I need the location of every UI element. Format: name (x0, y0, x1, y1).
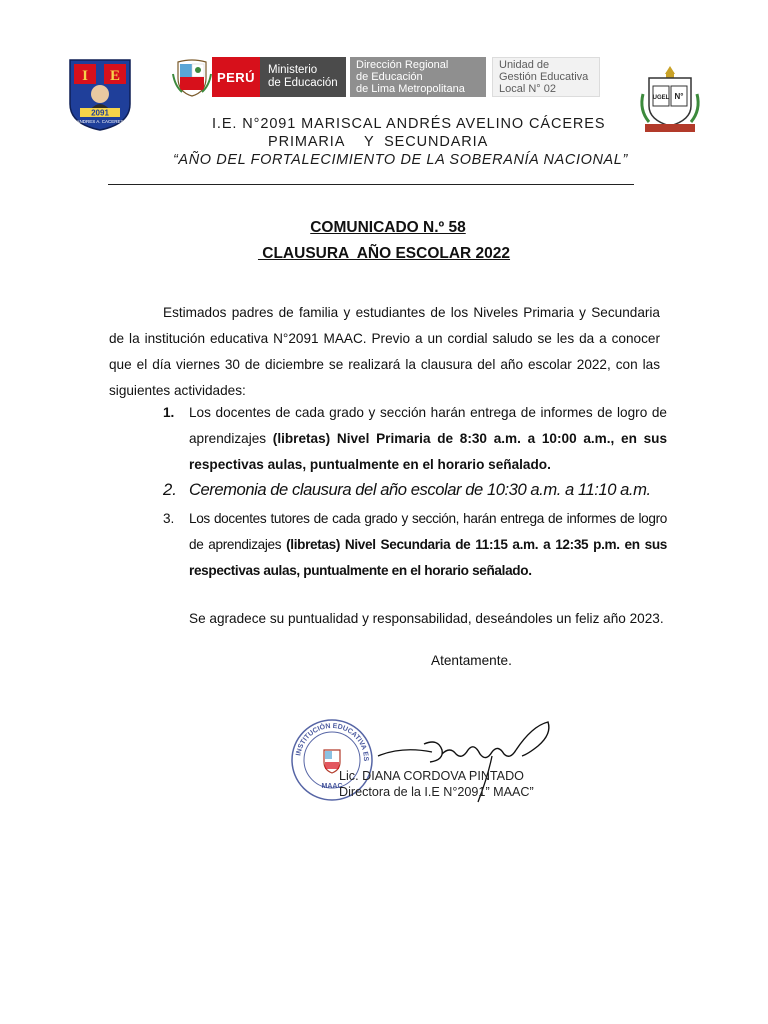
item-3-text: Los docentes tutores de cada grado y sección, harán entrega de informes de logro de aprendizajes (libretas) Nivel Secundaria de 11:15 a.m. a 12:35 p.m. en sus respectivas aulas, puntualmente en el horario señalado. (189, 511, 667, 578)
closing-paragraph: Se agradece su puntualidad y responsabilidad, deseándoles un feliz año 2023. (189, 611, 664, 626)
intro-paragraph: Estimados padres de familia y estudiantes de los Niveles Primaria y Secundaria de la institución educativa N°2091 MAAC. Previo a un cordial saludo se les da a conocer que el día viernes 30 de diciembre se realizará la clausura del año escolar 2022, con las siguientes actividades: (109, 305, 660, 398)
school-name-heading: I.E. N°2091 MARISCAL ANDRÉS AVELINO CÁCERES (212, 116, 606, 132)
svg-text:UGEL: UGEL (652, 95, 670, 101)
svg-text:E: E (109, 68, 121, 84)
item-3-number: 3. (163, 511, 175, 526)
communique-title: COMUNICADO N.º 58 (310, 219, 466, 236)
regards-line: Atentamente. (431, 653, 512, 668)
signer-role: Directora de la I.E N°2091” MAAC” (339, 785, 534, 799)
ministry-label: Ministerio de Educación (260, 57, 346, 97)
item-1-number: 1. (163, 405, 175, 420)
svg-text:I: I (82, 68, 88, 84)
svg-text:N°: N° (674, 92, 684, 101)
regional-directorate-label: Dirección Regional de Educación de Lima Metropolitana (350, 57, 486, 97)
item-2-text: Ceremonia de clausura del año escolar de 10:30 a.m. a 11:10 a.m. (189, 480, 651, 499)
ugel-label: Unidad de Gestión Educativa Local N° 02 (492, 57, 600, 97)
school-crest-logo (68, 58, 132, 132)
peru-label: PERÚ (212, 57, 260, 97)
svg-text:2091: 2091 (91, 108, 109, 118)
svg-text:MAAC: MAAC (321, 783, 343, 790)
header-divider (108, 184, 634, 185)
ugel-crest-logo (637, 64, 703, 134)
ministry-of-education-banner (212, 57, 600, 97)
school-levels-heading: PRIMARIA Y SECUNDARIA (268, 134, 489, 150)
item-1-text: Los docentes de cada grado y sección harán entrega de informes de logro de aprendizajes (libretas) Nivel Primaria de 8:30 a.m. a 10:00 a.m., en sus respectivas aulas, puntualmente en el horario señalado. (189, 405, 667, 472)
svg-text:ANDRES A. CACERES: ANDRES A. CACERES (76, 119, 124, 124)
year-motto: “AÑO DEL FORTALECIMIENTO DE LA SOBERANÍA NACIONAL” (173, 152, 628, 168)
peru-coat-of-arms-icon (172, 58, 212, 98)
signer-name: Lic. DIANA CORDOVA PINTADO (339, 769, 524, 783)
communique-subtitle: CLAUSURA AÑO ESCOLAR 2022 (257, 245, 511, 262)
item-2-number: 2. (163, 480, 177, 499)
svg-text:INSTITUCIÓN EDUCATIVA ESTATAL: INSTITUCIÓN EDUCATIVA ES (295, 722, 370, 762)
